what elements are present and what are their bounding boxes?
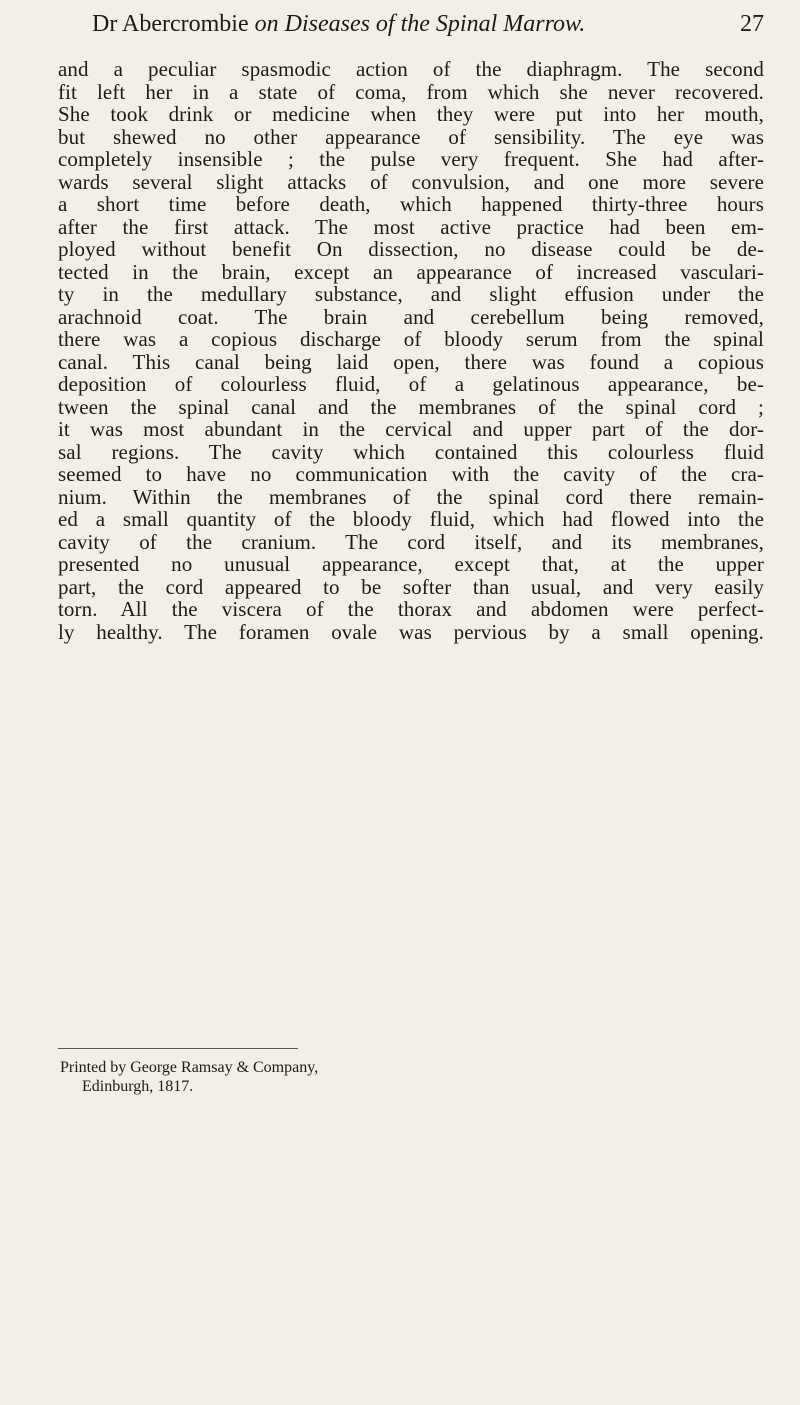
text-line: wards several slight attacks of convulsion, and one more severe [58,169,764,194]
text-line: ployed without benefit On dissection, no disease could be de- [58,237,764,261]
text-line: ty in the medullary substance, and slight effusion under the [58,282,764,306]
imprint-printer: Printed by George Ramsay & Company, [60,1059,319,1076]
text-line: fit left her in a state of coma, from which she never recovered. [58,79,764,104]
page-number: 27 [740,11,764,37]
running-title-author: Dr Abercrombie [92,11,249,37]
text-line: deposition of colourless fluid, of a gelatinous appearance, be- [58,372,764,396]
body-paragraph [58,58,764,643]
text-line: canal. This canal being laid open, there was found a copious [58,349,764,374]
text-line: ly healthy. The foramen ovale was pervious by a small opening. [58,619,764,644]
text-line: She took drink or medicine when they were put into her mouth, [58,102,764,126]
text-line: it was most abundant in the cervical and upper part of the dor- [58,417,764,441]
text-line: sal regions. The cavity which contained this colourless fluid [58,439,764,464]
running-head [92,8,764,44]
running-title-subject: on Diseases of the Spinal Marrow. [254,11,586,37]
imprint-divider [58,1048,298,1049]
running-title [92,8,585,40]
text-line: presented no unusual appearance, except that, at the upper [58,552,764,576]
text-line: ed a small quantity of the bloody fluid, which had flowed into the [58,507,764,531]
text-line: torn. All the viscera of the thorax and abdomen were perfect- [58,597,764,621]
text-line: a short time before death, which happened thirty-three hours [58,192,764,216]
printer-imprint [60,1058,360,1096]
text-line: after the first attack. The most active practice had been em- [58,214,764,239]
text-line: seemed to have no communication with the cavity of the cra- [58,462,764,486]
text-line: but shewed no other appearance of sensibility. The eye was [58,124,764,149]
text-line: nium. Within the membranes of the spinal cord there remain- [58,484,764,509]
text-line: there was a copious discharge of bloody serum from the spinal [58,327,764,351]
text-line: tected in the brain, except an appearance of increased vasculari- [58,259,764,284]
text-line: arachnoid coat. The brain and cerebellum being removed, [58,304,764,329]
text-line: and a peculiar spasmodic action of the diaphragm. The second [58,57,764,81]
text-line: cavity of the cranium. The cord itself, and its membranes, [58,529,764,554]
text-line: completely insensible ; the pulse very frequent. She had after- [58,147,764,171]
imprint-place-date: Edinburgh, 1817. [82,1078,194,1095]
text-line: part, the cord appeared to be softer than usual, and very easily [58,574,764,599]
text-line: tween the spinal canal and the membranes of the spinal cord ; [58,394,764,419]
